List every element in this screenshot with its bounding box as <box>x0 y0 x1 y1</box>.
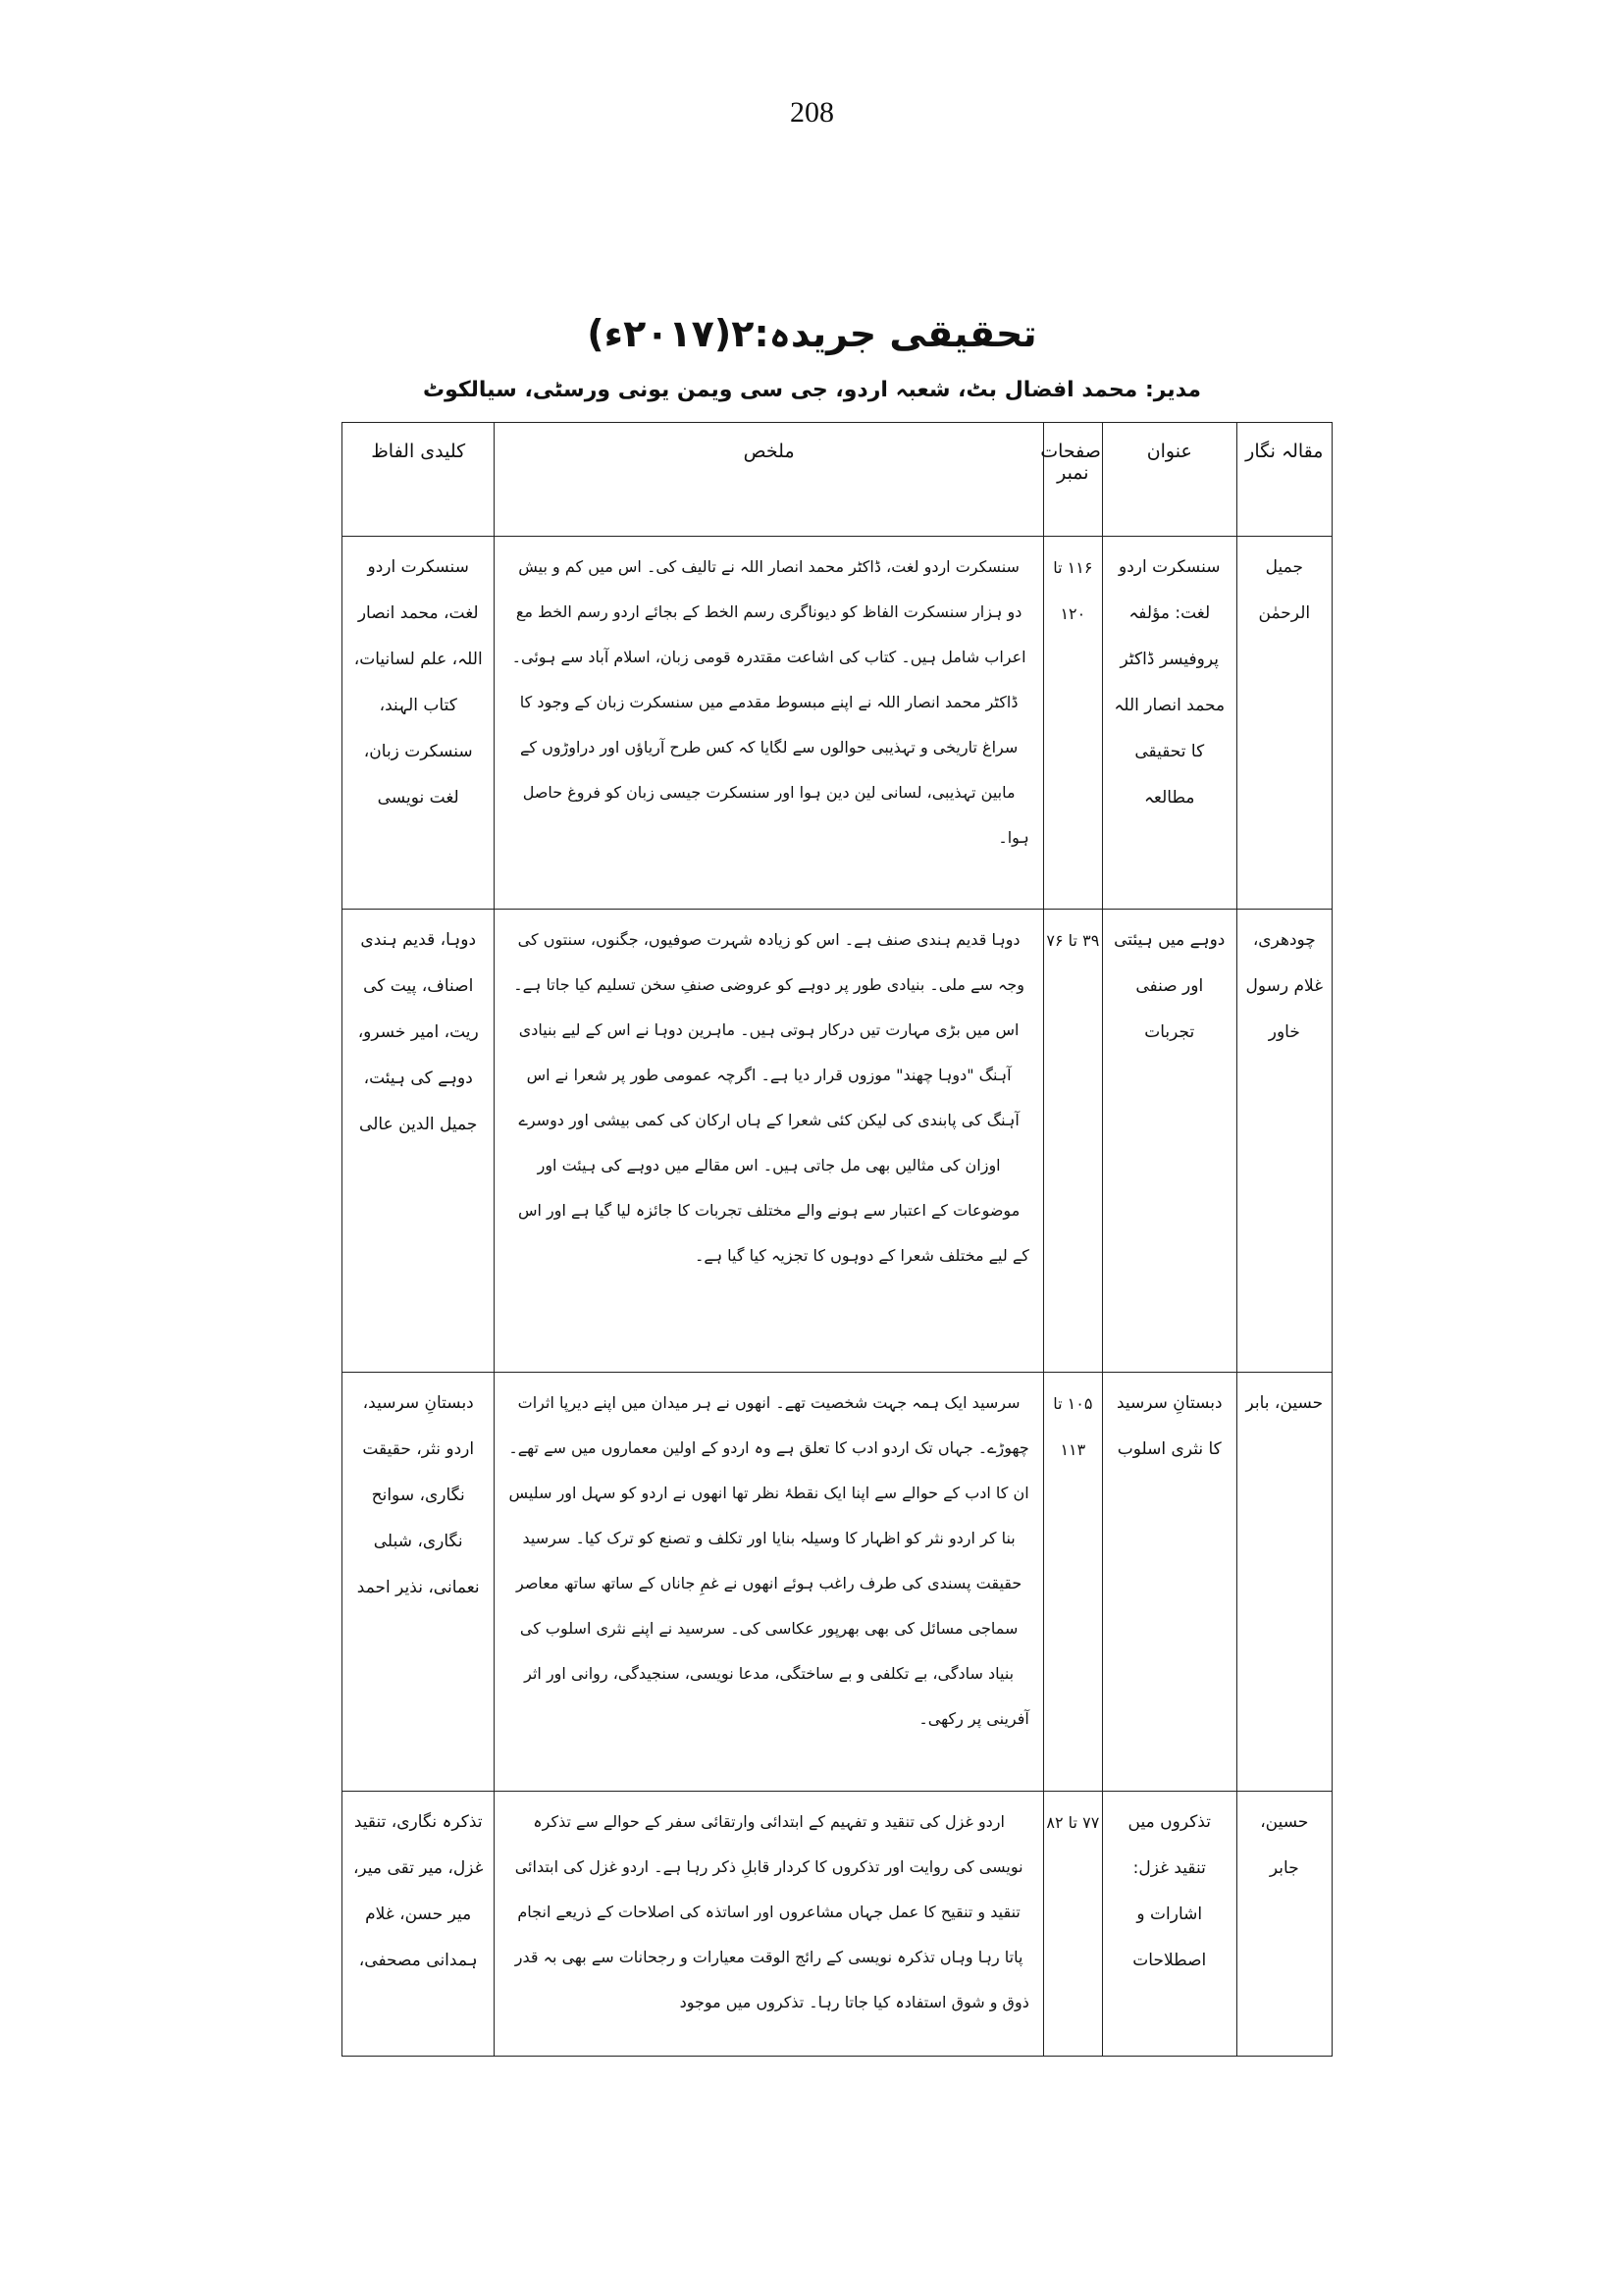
table-row <box>342 1373 1333 1792</box>
pages-cell: ۱۱۶ تا ۱۲۰ <box>1043 537 1102 910</box>
author-cell: حسین، بابر <box>1236 1373 1332 1792</box>
abstract-cell: سرسید ایک ہمہ جہت شخصیت تھے۔ انھوں نے ہر میدان میں اپنے دیرپا اثرات چھوڑے۔ جہاں تک اردو ادب کا تعلق ہے وہ اردو کے اولین معماروں میں سے تھے۔ ان کا ادب کے حوالے سے اپنا ایک نقطۂ نظر تھا انھوں نے اردو کو سہل اور سلیس بنا کر اردو نثر کو اظہار کا وسیلہ بنایا اور تکلف و تصنع کو ترک کیا۔ سرسید حقیقت پسندی کی طرف راغب ہوئے انھوں نے غمِ جاناں کے ساتھ ساتھ معاصر سماجی مسائل کی بھی بھرپور عکاسی کی۔ سرسید نے اپنے نثری اسلوب کی بنیاد سادگی، بے تکلفی و بے ساختگی، مدعا نویسی، سنجیدگی، روانی اور اثر آفرینی پر رکھی۔ <box>495 1373 1043 1792</box>
pages-cell: ۱۰۵ تا ۱۱۳ <box>1043 1373 1102 1792</box>
column-header-keywords: کلیدی الفاظ <box>342 423 495 537</box>
table-row <box>342 1792 1333 2057</box>
pages-cell: ۳۹ تا ۷۶ <box>1043 910 1102 1373</box>
column-header-author: مقالہ نگار <box>1236 423 1332 537</box>
table-row <box>342 910 1333 1373</box>
journal-title: تحقیقی جریدہ:۲(۲۰۱۷ء) <box>587 312 1037 355</box>
table-header-row <box>342 423 1333 537</box>
articles-table <box>341 422 1333 2057</box>
editor-line: مدیر: محمد افضال بٹ، شعبہ اردو، جی سی ویمن یونی ورسٹی، سیالکوٹ <box>422 378 1202 402</box>
title-cell: دبستانِ سرسید کا نثری اسلوب <box>1102 1373 1236 1792</box>
column-header-title: عنوان <box>1102 423 1236 537</box>
table-row <box>342 537 1333 910</box>
title-cell: سنسکرت اردو لغت: مؤلفہ پروفیسر ڈاکٹر محمد انصار اللہ کا تحقیقی مطالعہ <box>1102 537 1236 910</box>
title-cell: تذکروں میں تنقید غزل: اشارات و اصطلاحات <box>1102 1792 1236 2057</box>
author-cell: حسین، جابر <box>1236 1792 1332 2057</box>
column-header-pages: صفحات نمبر <box>1043 423 1102 537</box>
keywords-cell: تذکرہ نگاری، تنقید غزل، میر تقی میر، میر حسن، غلام ہمدانی مصحفی، <box>342 1792 495 2057</box>
keywords-cell: دبستانِ سرسید، اردو نثر، حقیقت نگاری، سوانح نگاری، شبلی نعمانی، نذیر احمد <box>342 1373 495 1792</box>
column-header-abstract: ملخص <box>495 423 1043 537</box>
title-cell: دوہے میں ہیئتی اور صنفی تجربات <box>1102 910 1236 1373</box>
abstract-cell: دوہا قدیم ہندی صنف ہے۔ اس کو زیادہ شہرت صوفیوں، جگنوں، سنتوں کی وجہ سے ملی۔ بنیادی طور پر دوہے کو عروضی صنفِ سخن تسلیم کیا جاتا ہے۔ اس میں بڑی مہارت تیں درکار ہوتی ہیں۔ ماہرین دوہا نے اس کے لیے بنیادی آہنگ "دوہا چھند" موزوں قرار دیا ہے۔ اگرچہ عمومی طور پر شعرا نے اس آہنگ کی پابندی کی لیکن کئی شعرا کے ہاں ارکان کی کمی بیشی اور دوسرے اوزان کی مثالیں بھی مل جاتی ہیں۔ اس مقالے میں دوہے کی ہیئت اور موضوعات کے اعتبار سے ہونے والے مختلف تجربات کا جائزہ لیا گیا ہے اور اس کے لیے مختلف شعرا کے دوہوں کا تجزیہ کیا گیا ہے۔ <box>495 910 1043 1373</box>
page-number: 208 <box>790 96 834 129</box>
author-cell: چودھری، غلام رسول خاور <box>1236 910 1332 1373</box>
pages-cell: ۷۷ تا ۸۲ <box>1043 1792 1102 2057</box>
keywords-cell: سنسکرت اردو لغت، محمد انصار اللہ، علم لسانیات، کتاب الہند، سنسکرت زبان، لغت نویسی <box>342 537 495 910</box>
author-cell: جمیل الرحمٰن <box>1236 537 1332 910</box>
keywords-cell: دوہا، قدیم ہندی اصناف، پیت کی ریت، امیر خسرو، دوہے کی ہیئت، جمیل الدین عالی <box>342 910 495 1373</box>
abstract-cell: سنسکرت اردو لغت، ڈاکٹر محمد انصار اللہ نے تالیف کی۔ اس میں کم و بیش دو ہزار سنسکرت الفاظ کو دیوناگری رسم الخط کے بجائے اردو رسم الخط مع اعراب شامل ہیں۔ کتاب کی اشاعت مقتدرہ قومی زبان، اسلام آباد سے ہوئی۔ ڈاکٹر محمد انصار اللہ نے اپنے مبسوط مقدمے میں سنسکرت زبان کے وجود کا سراغ تاریخی و تہذیبی حوالوں سے لگایا کہ کس طرح آریاؤں اور دراوڑوں کے مابین تہذیبی، لسانی لین دین ہوا اور سنسکرت جیسی زبان کو فروغ حاصل ہوا۔ <box>495 537 1043 910</box>
abstract-cell: اردو غزل کی تنقید و تفہیم کے ابتدائی وارتقائی سفر کے حوالے سے تذکرہ نویسی کی روایت اور تذکروں کا کردار قابلِ ذکر رہا ہے۔ اردو غزل کی ابتدائی تنقید و تنقیح کا عمل جہاں مشاعروں اور اساتذہ کی اصلاحات کے ذریعے انجام پاتا رہا وہاں تذکرہ نویسی کے رائج الوقت معیارات و رجحانات سے بھی بہ قدر ذوق و شوق استفادہ کیا جاتا رہا۔ تذکروں میں موجود <box>495 1792 1043 2057</box>
